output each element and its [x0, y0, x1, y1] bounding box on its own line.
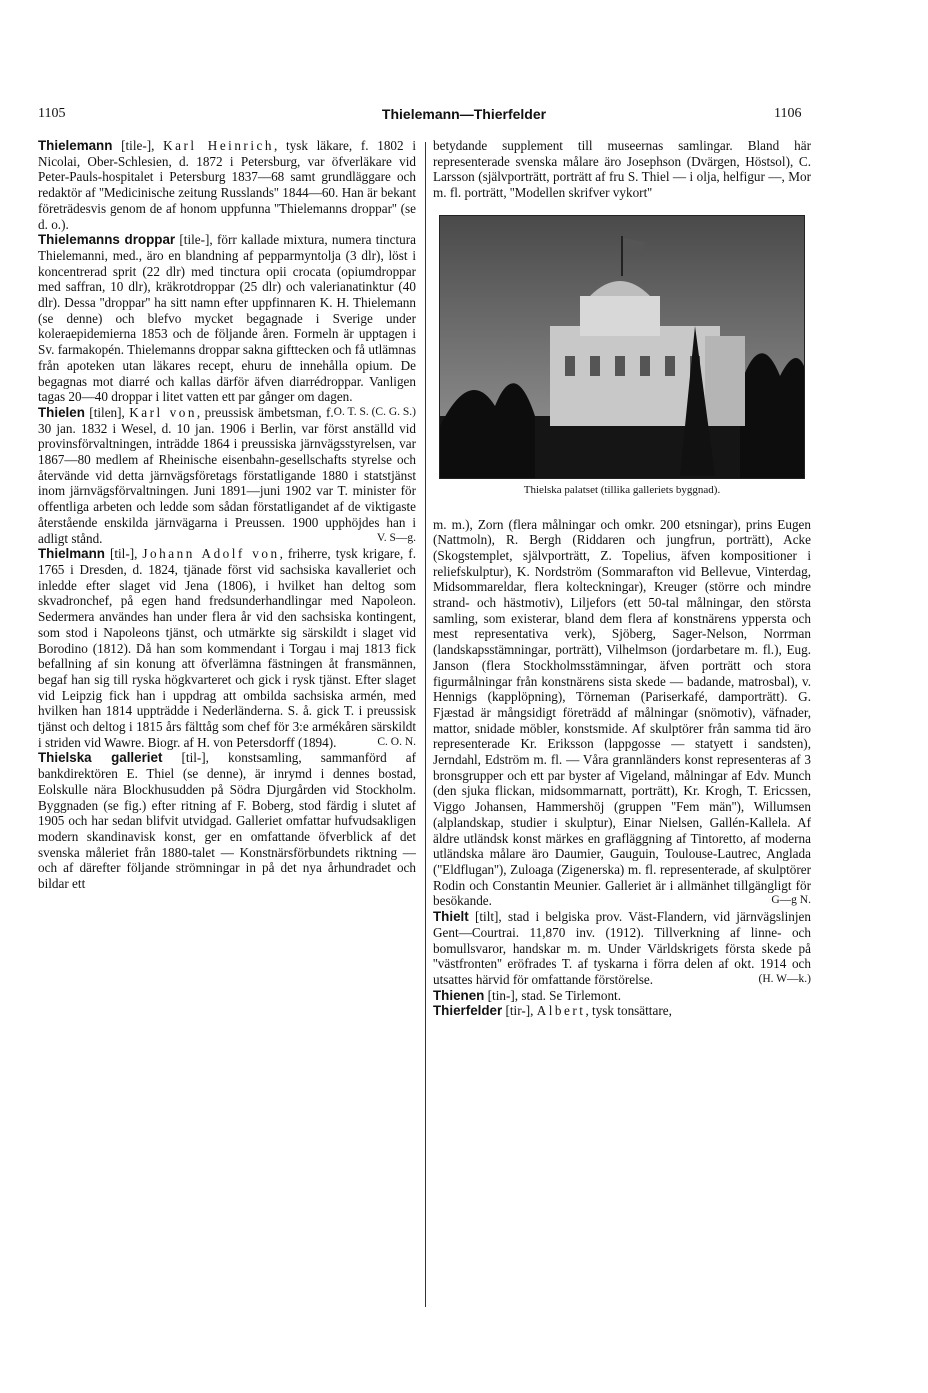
entry-pronunciation: [tilt], [468, 909, 508, 925]
page-number-right: 1106 [774, 106, 802, 121]
entry-headword: Thierfelder [433, 1003, 503, 1019]
entry-headword: Thielmann [38, 546, 105, 562]
entry-signature: G—g N. [771, 894, 811, 907]
entry-text: , tysk tonsättare, [585, 1003, 672, 1019]
gallery-text-top: betydande supplement till museernas samlingar. Bland här representerade svenska målare äro Josephson (Dvärgen, Höstsol), C. Larsson (självporträtt, porträtt af fru S. Thiel — i olja, helfigur —, Mor m. fl. porträtt, ''Modellen skrifver vykort'' [433, 138, 811, 201]
entry-thienen [433, 988, 811, 1004]
figure-caption: Thielska palatset (tillika galleriets byggnad). [523, 483, 721, 496]
entry-text: stad. Se Tirlemont. [521, 987, 621, 1003]
entry-pronunciation: [tin-], [484, 987, 522, 1003]
left-column [38, 138, 416, 892]
gallery-text-bottom [433, 517, 811, 910]
entry-name: Johann Adolf von [142, 546, 280, 562]
entry-headword: Thielemanns droppar [38, 232, 176, 248]
entry-pronunciation: [til-], [162, 750, 229, 766]
entry-signature: O. T. S. (C. G. S.) [333, 405, 416, 418]
entry-signature: C. O. N. [377, 735, 416, 748]
column-divider [425, 142, 426, 1307]
entry-text: m. m.), Zorn (flera målningar och omkr. 200 etsningar), prins Eugen (Nattmoln), R. Bergh (Riddaren och jungfrun, porträtt), Acke (Skogstemplet, självporträtt, Z. Topelius, äfven kompositioner i reliefskulptur), K. Nordström (Sommarafton vid Bellevue, Vinterdag, Midsommareldar, flera kolteckningar), Kreuger (större och mindre strand- och hästmotiv), Liljefors (ett 50-tal målningar, den största samling, som existerar, bland dem flera af konstnärens yppersta och mest representativa verk), Sjöberg, Sager-Nelson, Norrman (landskapsstämningar, porträtt), Vilhelmson (jordarbetare m. fl.), Eug. Janson (flera Stockholmsstämningar, äfven porträtt och stora figurmålningar från konstnärens sista skede — badande, matrosbal), v. Hennigs (kapplöpning), Törneman (Pariserkafé, damporträtt). G. Fjæstad är mångsidigt företrädd af målningar (snömotiv), väfnader, mattor, snidade möbler, konstsmide. Af skulptörer från samma tid äro representerade Kr. Eriksson (lappgosse — statyett i sandsten), Jerndahl, Edström m. fl. — Våra grannländers konst representeras af 3 bronsgrupper och ett par byster af Vigeland, målningar af Edv. Munch (den sjuka flickan, midsommarnatt, porträtt), Kr. Krogh, T. Ericssen, Viggo Johansen, Hammershöj (gruppen ''Fem män''), Willumsen (alplandskap, studier i skulptur), Einar Nielsen, Gallén-Kallela. Af äldre utländsk konst märkes en grafläggning af Tintoretto, af moderna utländska målare äro Daumier, Gauguin, Toulouse-Lautrec, Anglada (''Eldflugan''), Zuloaga (Zigenerska) m. fl. representerade, af skulptörer Rodin och Constantin Meunier. Galleriet är i allmänhet tillgängligt för besökande. [433, 516, 811, 909]
entry-pronunciation: [tile-], [175, 232, 217, 248]
entry-name: Albert [536, 1003, 586, 1019]
right-column [433, 138, 811, 1019]
entry-thielt [433, 909, 811, 988]
entry-pronunciation: [til-], [104, 546, 143, 562]
entry-name: Karl von [129, 404, 197, 420]
entry-headword: Thielen [38, 404, 85, 420]
entry-headword: Thielt [433, 909, 469, 925]
entry-text: , friherre, tysk krigare, f. 1765 i Dresden, d. 1824, tjänade först vid sachsiska kavalleriet och inledde efter slaget vid Jena (1806), i hvilket han deltog som skvadronchef, på egen hand fredsunderhandlingar med Napoleon. Sedermera användes han under flera år vid den sachsiska kontingent, som stod i Napoleons tjänst, och utmärkte sig särskildt i slaget vid Borodino (1812). Då han som kommendant i Torgau i maj 1813 fick befallning af sin konung att öfverlämna fästningen åt fransmännen, begaf han sig till ryska högkvarteret och gick i rysk tjänst. Efter slaget vid Leipzig fick han i uppdrag att ombilda sachsiska armén, med hvilken han 1814 uppträdde i Nederländerna. S. å. gick T. i preussisk tjänst och deltog i 1815 års fälttåg som chef för 3:e armékåren särskildt i striden vid Wawre. Biogr. af H. von Petersdorff (1894). [38, 546, 416, 750]
entry-text: förr kallade mixtura, numera tinctura Thielemanni, med., äro en blandning af pepparmyntolja (3 dlr), löst i koncentrerad sprit (22 dlr) med tinctura opii crocata (opiumdroppar med saffran, 10 dlr), kräkrotdroppar (25 dlr) och valerianatinktur (40 dlr). Dessa ''droppar'' ha sitt namn efter uppfinnaren K. H. Thielemann (se denne) och blefvo mycket begagnade i Sverige under koleraepidemierna 1853 och de följande åren. Formeln är upptagen i Sv. farmakopén. Thielemanns droppar sakna gifttecken och få utlämnas från apoteken utan läkares recept, ehuru de innehålla opium. De begagnas mot diarré och kallas därför äfven diarrédroppar. Vanligen tagas 20—40 droppar i litet vatten ett par gånger om dagen. [38, 232, 416, 405]
entry-thielemann [38, 138, 416, 232]
entry-thielmann [38, 546, 416, 750]
entry-pronunciation: [tilen], [84, 404, 130, 420]
entry-headword: Thielska galleriet [38, 750, 163, 766]
running-title: Thielemann—Thierfelder [381, 106, 547, 122]
entry-thierfelder [433, 1003, 811, 1019]
entry-text: , preussisk ämbetsman, f. 30 jan. 1832 i Wesel, d. 10 jan. 1906 i Berlin, var först anställd vid provinsförvaltningen, inträdde 1864 i preussiska järnvägsstyrelsen, var 1867—80 medlem af Rheinische eisenbahn-gesellschafts styrelse och återvände vid detta järnvägsföretags förstatligande 1880 i statstjänst inom järnvägsförvaltningen. Juni 1891—juni 1902 var T. minister för offentliga arbeten och ledde som sådan förstatligandet af de viktigaste återstående enskilda järnvägarna i Preussen. 1900 upphöjdes han i adligt stånd. [38, 404, 416, 546]
entry-pronunciation: [tir-], [502, 1003, 537, 1019]
entry-headword: Thienen [433, 987, 485, 1003]
figure [433, 215, 811, 499]
entry-text: stad i belgiska prov. Väst-Flandern, vid järnvägslinjen Gent—Courtrai. 11,870 inv. (1912). Tillverkning af linne- och bomullsvaror, handskar m. m. Under Världskrigets första skede på ''västfronten'' eröfrades T. af tyskarna i förra delen af okt. 1914 och utsattes härvid för omfattande förstörelse. [433, 909, 811, 987]
entry-name: Karl Heinrich [163, 138, 274, 153]
page-number-left: 1105 [38, 106, 66, 121]
palace-photo [439, 215, 805, 479]
entry-pronunciation: [tile-], [112, 138, 164, 153]
entry-text: konstsamling, sammanförd af bankdirektören E. Thiel (se denne), är inrymd i dennes bostad, Eolskulle nära Blockhusudden på Södra Djurgården vid Stockholm. Byggnaden (se fig.) efter ritning af F. Boberg, stod färdig i slutet af 1905 och har sedan blifvit utvidgad. Galleriet omfattar hufvudsakligen modern skandinavisk konst, ger en omfattande öfverblick af det svenska måleriet från 1880-talet — Konstnärsförbundets riktning — och af därefter följande strömningar in på det nya århundradet och bildar ett [38, 750, 416, 892]
entry-text: , tysk läkare, f. 1802 i Nicolai, Ober-Schlesien, d. 1872 i Petersburg, var öfverläkare vid Peter-Pauls-hospitalet i Petersburg 1837—68 samt grundläggare och redaktör af ''Medicinische zeitung Russlands'' 1844—60. Han är bekant företrädesvis genom de af honom uppfunna ''Thielemanns droppar'' (se d. o.). [38, 138, 416, 232]
entry-headword: Thielemann [38, 138, 113, 153]
entry-thielska-galleriet [38, 750, 416, 891]
entry-signature: V. S—g. [376, 531, 416, 544]
entry-signature: (H. W—k.) [758, 972, 811, 985]
entry-thielen [38, 405, 416, 546]
